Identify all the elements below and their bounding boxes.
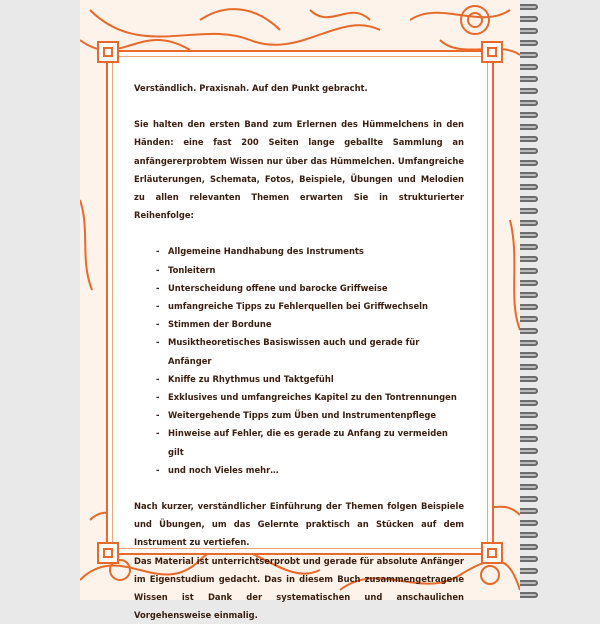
spiral-ring (520, 364, 538, 370)
topic-list (134, 242, 464, 479)
spiral-ring (520, 112, 538, 118)
spiral-ring (520, 412, 538, 418)
spiral-ring (520, 424, 538, 430)
spiral-ring (520, 580, 538, 586)
spiral-ring (520, 520, 538, 526)
closing-paragraph-2: Das Material ist unterrichtserprobt und gerade für absolute Anfänger im Eigenstudium gedacht. Das in diesem Buch zusammengetragene Wissen ist Dank der systematischen und anschaulichen Vorgehensweise einmalig. (134, 555, 464, 621)
spiral-ring (520, 148, 538, 154)
intro-paragraph: Sie halten den ersten Band zum Erlernen des Hümmelchens in den Händen: eine fast 200 Seiten lange geballte Sammlung an anfängererprobtem Wissen nur über das Hümmelchen. Umfangreiche Erläuterungen, Schemata, Fotos, Beispiele, Übungen und Melodien zu allen relevanten Themen erwarten Sie in strukturierter Reihenfolge: (134, 119, 464, 221)
list-item: - Weitergehende Tipps zum Üben und Instrumentenpflege (156, 406, 464, 424)
list-item: - Unterscheidung offene und barocke Griffweise (156, 279, 464, 297)
spiral-ring (520, 352, 538, 358)
spiral-ring (520, 472, 538, 478)
spiral-ring (520, 280, 538, 286)
closing-paragraph-1: Nach kurzer, verständlicher Einführung der Themen folgen Beispiele und Übungen, um das Gelernte praktisch an Stücken auf dem Instrument zu vertiefen. (134, 501, 464, 548)
list-item: - und noch Vieles mehr… (156, 461, 464, 479)
list-item: - umfangreiche Tipps zu Fehlerquellen bei Griffwechseln (156, 297, 464, 315)
spiral-ring (520, 232, 538, 238)
list-item: - Exklusives und umfangreiches Kapitel zu den Tontrennungen (156, 388, 464, 406)
spiral-ring (520, 460, 538, 466)
spiral-ring (520, 328, 538, 334)
spiral-ring (520, 436, 538, 442)
spiral-ring (520, 448, 538, 454)
spiral-binding (520, 0, 542, 600)
spiral-ring (520, 544, 538, 550)
spiral-ring (520, 568, 538, 574)
spiral-ring (520, 304, 538, 310)
list-item: - Tonleitern (156, 261, 464, 279)
corner-ornament (481, 542, 503, 564)
spiral-ring (520, 592, 538, 598)
spiral-ring (520, 64, 538, 70)
spiral-ring (520, 160, 538, 166)
spiral-ring (520, 208, 538, 214)
spiral-ring (520, 340, 538, 346)
list-item: - Hinweise auf Fehler, die es gerade zu Anfang zu vermeiden gilt (156, 424, 464, 460)
spiral-ring (520, 52, 538, 58)
spiral-ring (520, 316, 538, 322)
spiral-ring (520, 16, 538, 22)
spiral-ring (520, 196, 538, 202)
spiral-ring (520, 484, 538, 490)
spiral-ring (520, 532, 538, 538)
spiral-ring (520, 136, 538, 142)
spiral-ring (520, 172, 538, 178)
list-item: - Allgemeine Handhabung des Instruments (156, 242, 464, 260)
spiral-ring (520, 4, 538, 10)
spiral-ring (520, 268, 538, 274)
spiral-ring (520, 292, 538, 298)
spiral-ring (520, 100, 538, 106)
spiral-ring (520, 388, 538, 394)
spiral-ring (520, 28, 538, 34)
corner-ornament (481, 41, 503, 63)
spiral-ring (520, 508, 538, 514)
list-item: - Kniffe zu Rhythmus und Taktgefühl (156, 370, 464, 388)
spiral-ring (520, 184, 538, 190)
tagline: Verständlich. Praxisnah. Auf den Punkt gebracht. (134, 83, 368, 93)
spiral-ring (520, 376, 538, 382)
spiral-ring (520, 556, 538, 562)
spiral-ring (520, 256, 538, 262)
spiral-ring (520, 40, 538, 46)
cover-text (134, 79, 464, 624)
spiral-ring (520, 88, 538, 94)
spiral-ring (520, 400, 538, 406)
corner-ornament (97, 41, 119, 63)
spiral-ring (520, 76, 538, 82)
spiral-ring (520, 124, 538, 130)
spiral-ring (520, 496, 538, 502)
list-item: - Stimmen der Bordune (156, 315, 464, 333)
spiral-ring (520, 244, 538, 250)
corner-ornament (97, 542, 119, 564)
list-item: - Musiktheoretisches Basiswissen auch und gerade für Anfänger (156, 333, 464, 369)
spiral-ring (520, 220, 538, 226)
